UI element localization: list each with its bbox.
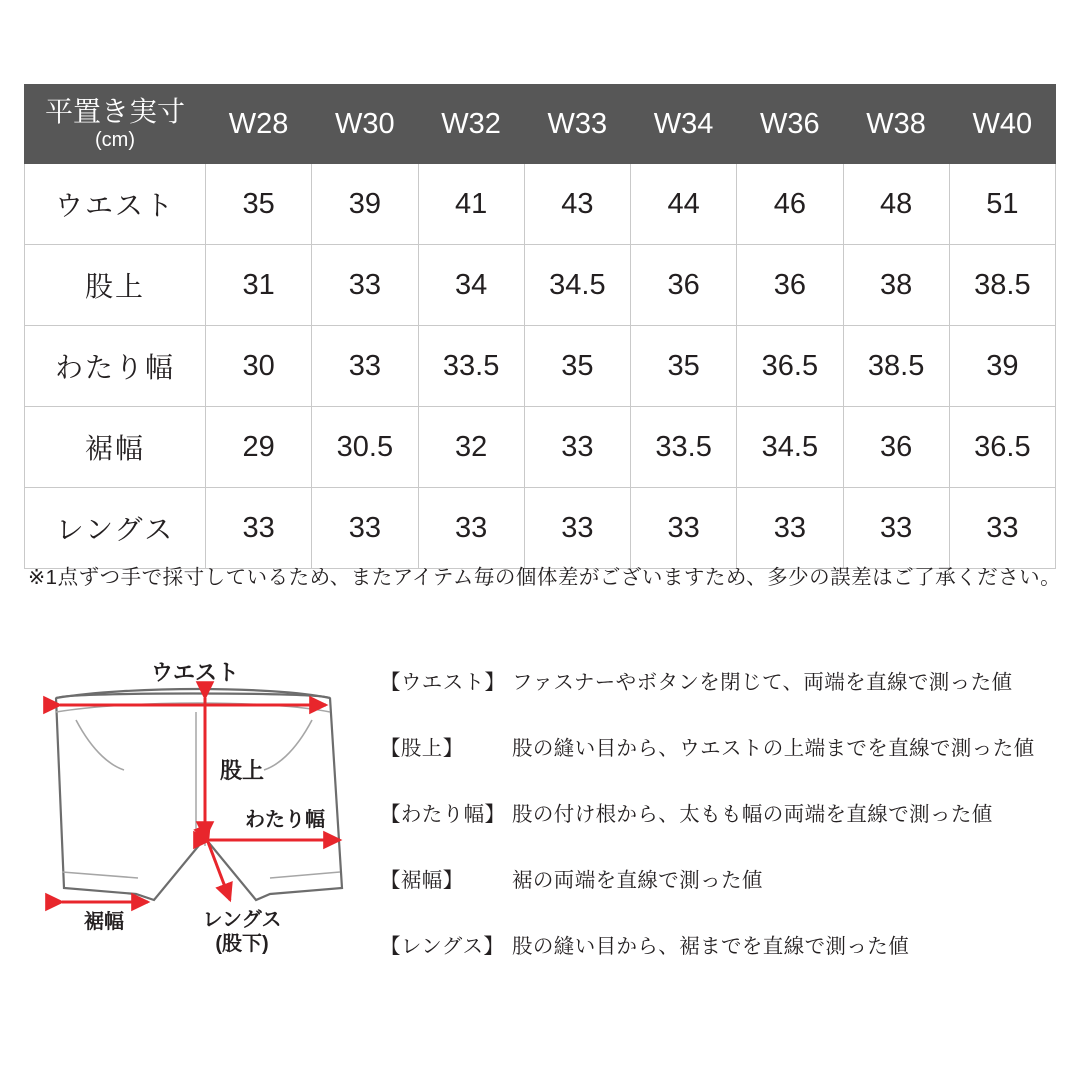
cell-hem-w28: 29 [206,407,312,488]
table-corner-header [25,85,206,164]
size-table-container [24,84,1056,569]
row-header-hem: 裾幅 [25,407,206,488]
definition-desc-rise: 股の縫い目から、ウエストの上端までを直線で測った値 [512,737,1035,760]
corner-header-unit: (cm) [95,128,135,151]
definition-desc-hem: 裾の両端を直線で測った値 [512,869,763,892]
definition-desc-length: 股の縫い目から、裾までを直線で測った値 [512,935,910,958]
cell-thigh-w30: 33 [312,326,418,407]
cell-length-w33: 33 [524,488,630,569]
size-table-header [25,85,1056,164]
diagram-label-length: レングス [202,909,282,931]
cell-rise-w34: 36 [631,245,737,326]
cell-waist-w40: 51 [949,164,1055,245]
measurement-definitions [380,665,1060,995]
cell-rise-w30: 33 [312,245,418,326]
definition-term-length: 【レングス】 [380,935,505,958]
definition-waist [380,665,1060,695]
diagram-label-thigh: わたり幅 [245,809,325,831]
column-header-w33: W33 [524,85,630,164]
column-header-w30: W30 [312,85,418,164]
cell-length-w36: 33 [737,488,843,569]
cell-rise-w36: 36 [737,245,843,326]
column-header-w38: W38 [843,85,949,164]
cell-length-w40: 33 [949,488,1055,569]
cell-waist-w30: 39 [312,164,418,245]
cell-length-w30: 33 [312,488,418,569]
diagram-label-length-sub: (股下) [215,933,269,955]
cell-thigh-w40: 39 [949,326,1055,407]
row-header-rise: 股上 [25,245,206,326]
definition-rise [380,731,1060,761]
definition-term-waist: 【ウエスト】 [380,671,506,694]
cell-thigh-w34: 35 [631,326,737,407]
cell-thigh-w32: 33.5 [418,326,524,407]
diagram-label-waist: ウエスト [150,660,240,685]
measurement-disclaimer: ※1点ずつ手で採寸しているため、またアイテム毎の個体差がございますため、多少の誤差はご了承ください。 [28,566,1062,589]
table-row [25,326,1056,407]
cell-waist-w28: 35 [206,164,312,245]
table-row [25,407,1056,488]
column-header-w32: W32 [418,85,524,164]
definition-term-rise: 【股上】 [380,737,464,760]
column-header-w34: W34 [631,85,737,164]
row-header-length: レングス [25,488,206,569]
cell-waist-w34: 44 [631,164,737,245]
cell-hem-w36: 34.5 [737,407,843,488]
size-table-body [25,164,1056,569]
diagram-label-hem: 裾幅 [84,911,124,933]
cell-rise-w33: 34.5 [524,245,630,326]
cell-hem-w33: 33 [524,407,630,488]
size-table [24,84,1056,569]
definition-thigh [380,797,1060,827]
column-header-w36: W36 [737,85,843,164]
shorts-measurement-diagram [20,650,370,980]
table-row [25,488,1056,569]
table-row [25,164,1056,245]
cell-rise-w28: 31 [206,245,312,326]
column-header-w40: W40 [949,85,1055,164]
cell-length-w34: 33 [631,488,737,569]
cell-rise-w40: 38.5 [949,245,1055,326]
definition-hem [380,863,1060,893]
shorts-diagram-svg [20,650,370,980]
cell-length-w28: 33 [206,488,312,569]
cell-thigh-w28: 30 [206,326,312,407]
cell-waist-w38: 48 [843,164,949,245]
cell-hem-w38: 36 [843,407,949,488]
cell-rise-w38: 38 [843,245,949,326]
cell-hem-w30: 30.5 [312,407,418,488]
cell-thigh-w38: 38.5 [843,326,949,407]
cell-waist-w32: 41 [418,164,524,245]
cell-waist-w33: 43 [524,164,630,245]
table-row [25,245,1056,326]
definition-length [380,929,1060,959]
cell-hem-w34: 33.5 [631,407,737,488]
diagram-label-rise: 股上 [219,758,265,783]
table-header-row [25,85,1056,164]
definition-desc-thigh: 股の付け根から、太もも幅の両端を直線で測った値 [512,803,993,826]
cell-waist-w36: 46 [737,164,843,245]
cell-hem-w32: 32 [418,407,524,488]
corner-header-main: 平置き実寸 [44,96,185,128]
definition-term-hem: 【裾幅】 [380,869,464,892]
column-header-w28: W28 [206,85,312,164]
cell-length-w32: 33 [418,488,524,569]
definition-term-thigh: 【わたり幅】 [380,803,506,826]
row-header-thigh: わたり幅 [25,326,206,407]
shorts-outline [56,689,342,900]
cell-hem-w40: 36.5 [949,407,1055,488]
row-header-waist: ウエスト [25,164,206,245]
definition-desc-waist: ファスナーやボタンを閉じて、両端を直線で測った値 [512,671,1013,694]
cell-thigh-w33: 35 [524,326,630,407]
cell-thigh-w36: 36.5 [737,326,843,407]
cell-rise-w32: 34 [418,245,524,326]
cell-length-w38: 33 [843,488,949,569]
